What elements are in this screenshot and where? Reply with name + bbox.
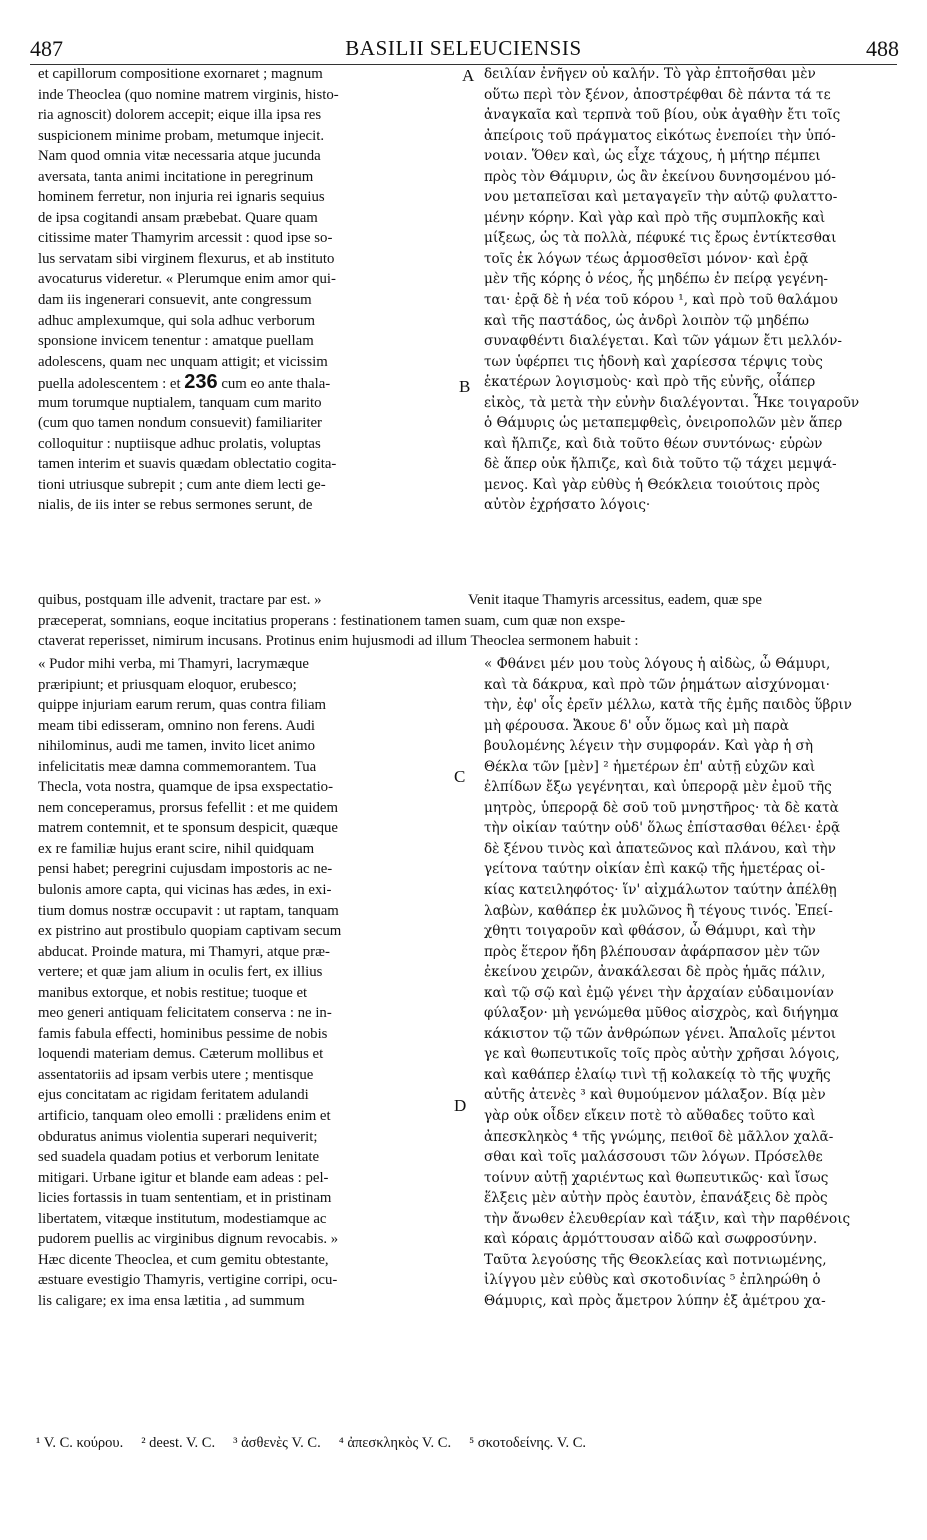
text-line: καὶ ἤλπιζε, καὶ διὰ τοῦτο θέων συντόνως· εὑρὼν [484,435,823,452]
text-line: aversata, tanta animi incitatione in peregrinum [38,168,314,185]
text-line: libertatem, vitæque institutum, modestiamque ac [38,1210,327,1227]
text-line: de ipsa cogitandi ansam præbebat. Quare quam [38,209,318,226]
text-line: τὴν οἰκίαν ταύτην οὐδ' ὅλως ἐπίστασθαι θέλει· ἐρᾷ [484,820,841,837]
text-line: ται· ἐρᾷ δὲ ἡ νέα τοῦ κόρου ¹, καὶ πρὸ τοῦ θαλάμου [484,292,838,309]
greek-column-bottom [484,654,896,1312]
text-line [38,372,458,393]
footnotes [36,1435,896,1452]
text-line: mitigari. Urbane igitur et blande eam adeas : pel- [38,1169,329,1186]
greek-column-top [484,64,896,516]
text-line: licies fortassis in tuam sententiam, et in pristinam [38,1190,332,1207]
text-line: ἀπεσκληκὸς ⁴ τῆς γνώμης, πειθοῖ δὲ μᾶλλον χαλᾶ- [484,1128,834,1145]
text-line: et capillorum compositione exornaret ; magnum [38,66,323,82]
text-line: mum torumque nuptialem, tanquam cum marito [38,394,322,411]
text-line: ἀναγκαῖα καὶ τερπνὰ τοῦ βίου, οὐκ ἀγαθὴν ἔτι τοῖς [484,107,841,124]
text-line: colloquitur : nuptiisque adhuc prolatis, voluptas [38,435,321,452]
text-line: ἐλπίδων ἔξω γεγένηται, καὶ ὑπερορᾷ μὲν ἐμοῦ τῆς [484,779,832,796]
text-line: ejus concitatam ac rigidam feritatem adulandi [38,1087,309,1104]
text-line: καὶ τῷ σῷ καὶ ἐμῷ γένει τὴν ἀρχαίαν εὐδαιμονίαν [484,984,834,1001]
text-line: obduratus animus violentia superari nequiverit; [38,1128,318,1145]
text-line: meo generi antiquam felicitatem conserva : ne in- [38,1005,332,1022]
text-line: αὐτὸν ἐχρήσατο λόγοις· [484,497,651,514]
text-line: Ταῦτα λεγούσης τῆς Θεοκλείας καὶ ποτνιωμένης, [484,1251,827,1268]
latin-line-continued: Venit itaque Thamyris arcessitus, eadem, quæ spe [468,592,762,608]
text-line: νου μεταπεῖσαι καὶ μεταγαγεῖν τὴν αὐτῷ φυλαττο- [484,189,838,206]
text-line: ex re familiæ hujus erant scire, nihil quidquam [38,840,315,857]
text-line: πρὸς τὸν Θάμυριν, ὡς ἂν ἐκείνου δυνησομένου μό- [484,168,836,185]
text-line: μὴ φέρουσα. Ἄκουε δ' οὖν ὅμως καὶ μὴ παρὰ [484,717,789,734]
margin-marker-a: A [462,66,475,85]
latin-column-bottom [38,654,458,1312]
text-line: δὲ ἅπερ οὐκ ἤλπιζε, καὶ διὰ τοῦτο τῷ τάχει μεμψά- [484,456,837,473]
text-fragment: puella adolescentem : et [38,376,185,393]
text-line: citissime mater Thamyrim arcessit : quod ipse so- [38,230,333,247]
text-line: inde Theoclea (quo nomine matrem virginis, histo- [38,86,339,103]
text-line: ria agnoscit) dolorem accepit; eique illa ipsa res [38,107,322,124]
text-line: γε καὶ θωπευτικοῖς τοῖς πρὸς αὐτὴν χρῆσαι λόγοις, [484,1046,840,1063]
text-line: tium domus nostræ occupavit : ut raptam, tanquam [38,902,339,919]
text-line: Hæc dicente Theoclea, et cum gemitu obtestante, [38,1251,329,1268]
text-line: κάκιστον τῷ τῶν ἀνθρώπων γένει. Ἁπαλοῖς μέντοι [484,1025,837,1042]
footnote: ³ ἀσθενὲς V. C. [233,1435,321,1451]
text-line: adhuc amplexumque, qui sola adhuc verborum [38,312,315,329]
text-line: vertere; et quæ jam alium in oculis fert, ex illius [38,964,323,981]
margin-marker-b: B [459,377,471,396]
text-line: « Φθάνει μέν μου τοὺς λόγους ἡ αἰδὼς, ὦ Θάμυρι, [484,656,831,672]
text-line: νοιαν. Ὅθεν καὶ, ὡς εἶχε τάχους, ἡ μήτηρ πέμπει [484,148,821,165]
margin-marker-c: C [454,767,466,786]
text-line: lis caligare; ex ima ensa lætitia , ad summum [38,1292,305,1309]
text-line: χθητι τοιγαροῦν καὶ φθάσον, ὦ Θάμυρι, καὶ τὴν [484,923,816,940]
text-line: tioni utriusque subrepit ; cum ante diem lecti ge- [38,476,326,493]
text-line: meam tibi edisseram, omnino non ferens. Audi [38,717,315,734]
text-line: καὶ τῆς παστάδος, ὡς ἀνδρὶ λοιπὸν τῷ μηδέπω [484,312,809,329]
text-line: λαβὼν, καθάπερ ἐκ μυλῶνος ἢ τέγους τινός. Ἐπεί- [484,902,833,919]
text-line: Thecla, vota nostra, quamque de ipsa exspectatio- [38,779,334,796]
text-line: συναφθέντι διαλέγεται. Καὶ τῶν γάμων ἔτι μελλόν- [484,333,842,350]
text-line: γὰρ οὐκ οἶδεν εἴκειν ποτὲ τὸ αὔθαδες τοῦτο καὶ [484,1108,816,1125]
text-line: abducat. Proinde matura, mi Thamyri, atque præ- [38,943,330,960]
text-line: bulonis amore capta, qui vicinas has ædes, in exi- [38,882,332,899]
latin-span-line: præceperat, somnians, eoque incitatius properans : festinationem tamen suam, cum quæ non exspe- [38,613,626,629]
text-line: artificio, tanquam oleo emolli : prælidens enim et [38,1108,331,1125]
text-line: σθαι καὶ τοῖς μαλάσσουσι τῶν λόγων. Πρόσελθε [484,1149,823,1166]
text-line: nihilominus, audi me tamen, invito licet animo [38,738,315,755]
text-line: μητρὸς, ὑπερορᾷ δὲ σοῦ τοῦ μνηστῆρος· τὰ δὲ κατὰ [484,799,839,816]
latin-span-line [38,590,898,611]
text-line: εἰκὸς, τὰ μετὰ τὴν εὐνὴν διαλέγονται. Ἧκε τοιγαροῦν [484,394,860,411]
text-line: ἐκείνου χειρῶν, ἀνακάλεσαι δὲ πρὸς ἡμᾶς πάλιν, [484,964,826,981]
text-line: βουλομένης λέγειν τὴν συμφοράν. Καὶ γὰρ ἡ σὴ [484,738,813,755]
text-fragment: cum eo ante thala- [217,376,331,393]
footnote: ² deest. V. C. [141,1435,216,1451]
text-line: φύλαξον· μὴ γενώμεθα μῦθος αἰσχρὸς, καὶ διήγημα [484,1005,839,1022]
text-line: æstuare evestigio Thamyris, vertigine corripi, ocu- [38,1272,338,1289]
text-line: sed suadela quadam potius et verborum lenitate [38,1149,320,1166]
text-line: δὲ ξένου τινὸς καὶ ἀπατεῶνος καὶ πλάνου, καὶ τὴν [484,840,836,857]
text-line: καὶ τὰ δάκρυα, καὶ πρὸ τῶν ῥημάτων αἰσχύνομαι· [484,676,830,693]
text-line: Θάμυρις, καὶ πρὸς ἄμετρον λύπην ἐξ ἀμέτρου χα- [484,1292,826,1309]
text-line: μίξεως, ὡς τὰ πολλὰ, πέφυκέ τις ἔρως ἐντίκτεσθαι [484,230,837,247]
text-line: των ὑφέρπει τις ἡδονὴ καὶ χαρίεσσα τέρψις τοὺς [484,353,823,370]
text-line: hominem ferretur, non injuria rei ignaris sequius [38,189,325,206]
running-title: BASILII SELEUCIENSIS [345,36,582,60]
text-line: τὴν, ἐφ' οἷς ἐρεῖν μέλλω, κατὰ τῆς ἐμῆς παιδὸς ὕβριν [484,697,852,714]
margin-marker-d: D [454,1096,467,1115]
text-line: matrem contemnit, et te sponsum despicit, quæque [38,820,338,837]
text-line: μένην κόρην. Καὶ γὰρ καὶ πρὸ τῆς συμπλοκῆς καὶ [484,209,826,226]
text-line: præripiunt; et priusquam eloquor, erubesco; [38,676,297,693]
text-line: lus servatam sibi virginem flexurus, et ab instituto [38,250,335,267]
text-line: κίας κατειληφότος· ἵν' αἰχμάλωτον ταύτην ἀπέλθῃ [484,882,837,899]
text-line: Θέκλα τῶν [μὲν] ² ἡμετέρων ἐπ' αὐτῇ εὐχῶν καὶ [484,758,816,775]
text-line: infelicitatis meæ damna commemorantem. Tua [38,758,317,775]
text-line: adolescens, quam nec unquam attigit; et vicissim [38,353,328,370]
text-line: πρὸς ἕτερον ἤδη βλέπουσαν ἀφάρπασον μὲν τῶν [484,943,821,960]
page-number-right: 488 [866,36,899,61]
text-line: καὶ καθάπερ ἐλαίῳ τινὶ τῇ κολακείᾳ τὸ τῆς ψυχῆς [484,1066,831,1083]
text-line: pensi habet; peregrini cujusdam impostoris ac ne- [38,861,333,878]
text-line: nialis, de iis inter se rebus sermones serunt, de [38,497,313,514]
text-line: τὴν ἄνωθεν ἐλευθερίαν καὶ τάξιν, καὶ τὴν παρθένοις [484,1210,851,1227]
text-line: τοίνυν αὐτῇ χαριέντως καὶ θωπευτικῶς· καὶ ἴσως [484,1169,829,1186]
text-line: avocaturus videretur. « Plerumque enim amor qui- [38,271,336,288]
text-line: pudorem puellis ac virginibus dignum revocabis. » [38,1231,339,1248]
text-line: sponsione invicem tenentur : amatque puellam [38,333,314,350]
text-line: καὶ κόραις ἁρμόττουσαν αἰδῶ καὶ σωφροσύνην. [484,1231,818,1248]
text-line: ex pistrino aut prostibulo quopiam captivam secum [38,923,342,940]
text-line: ἰλίγγου μὲν εὐθὺς καὶ σκοτοδινίας ⁵ ἐπληρώθη ὁ [484,1272,821,1289]
text-line: suspicionem minime probam, metumque injecit. [38,127,325,144]
text-line: ἕλξεις μὲν αὐτὴν πρὸς ἑαυτὸν, ἐπανάξεις δὲ πρὸς [484,1190,828,1207]
latin-line: quibus, postquam ille advenit, tractare par est. » [38,592,322,608]
text-line: δειλίαν ἐνῆγεν οὐ καλήν. Τὸ γὰρ ἐπτοῆσθαι μὲν [484,66,816,82]
text-line: μενος. Καὶ γὰρ εὐθὺς ἡ Θεόκλεια τοιούτοις πρὸς [484,476,820,493]
text-line: famis fabula effecti, hominibus pessime de nobis [38,1025,328,1042]
text-line: nem conceperamus, prorsus fefellit : et me quidem [38,799,338,816]
text-line: τοῖς ἐκ λόγων τέως ἁρμοσθεῖσι μόνον· καὶ ἐρᾷ [484,250,809,267]
text-line: ὁ Θάμυρις ὡς μεταπεμφθεὶς, ὀνειροπολῶν μὲν ἅπερ [484,415,843,432]
text-line: Nam quod omnia vitæ necessaria atque jucunda [38,148,321,165]
text-line: αὐτῆς ἀτενὲς ³ καὶ θυμούμενον μάλαξον. Βίᾳ μὲν [484,1087,826,1104]
text-line: ἑκατέρων λογισμοὺς· καὶ πρὸ τῆς εὐνῆς, οἷάπερ [484,374,816,391]
footnote: ⁴ ἀπεσκληκὸς V. C. [338,1435,452,1451]
latin-span-line: ctaverat reperisset, nimirum incusans. Protinus enim hujusmodi ad illum Theoclea sermonem habuit : [38,633,639,649]
text-line: ἀπείροις τοῦ πράγματος εἰκότως ἐνεποίει τὴν ὑπό- [484,127,836,144]
text-line: assentatoriis ad ipsam verbis utere ; mentisque [38,1066,314,1083]
text-line: dam iis ingenerari consuevit, ante congressum [38,292,312,309]
text-line: (cum quo tamen nondum consuevit) familiariter [38,415,322,432]
text-line: γείτονα ταύτην οἰκίαν ἐπὶ κακῷ τῆς ἡμετέρας οἰ- [484,861,826,878]
column-number: 236 [184,372,218,393]
text-line: « Pudor mihi verba, mi Thamyri, lacrymæque [38,656,309,672]
text-line: μὲν τῆς κόρης ὁ νέος, ἧς μηδέπω ἐν πείρᾳ γεγένη- [484,271,828,288]
latin-column-top [38,64,458,516]
footnote: ⁵ σκοτοδείνης. V. C. [469,1435,586,1451]
text-line: manibus extorque, et nobis restitue; tuoque et [38,984,308,1001]
text-line: tamen interim et suavis quædam oblectatio cogita- [38,456,337,473]
footnote: ¹ V. C. κούρου. [36,1435,124,1451]
text-line: quippe injuriam earum rerum, quas contra filiam [38,697,327,714]
text-line: loquendi materiam demus. Cæterum mollibus et [38,1046,324,1063]
page-number-left: 487 [30,36,63,61]
text-line: οὕτω περὶ τὸν ξένον, ἀποστρέφθαι δὲ πάντα τά τε [484,86,831,103]
